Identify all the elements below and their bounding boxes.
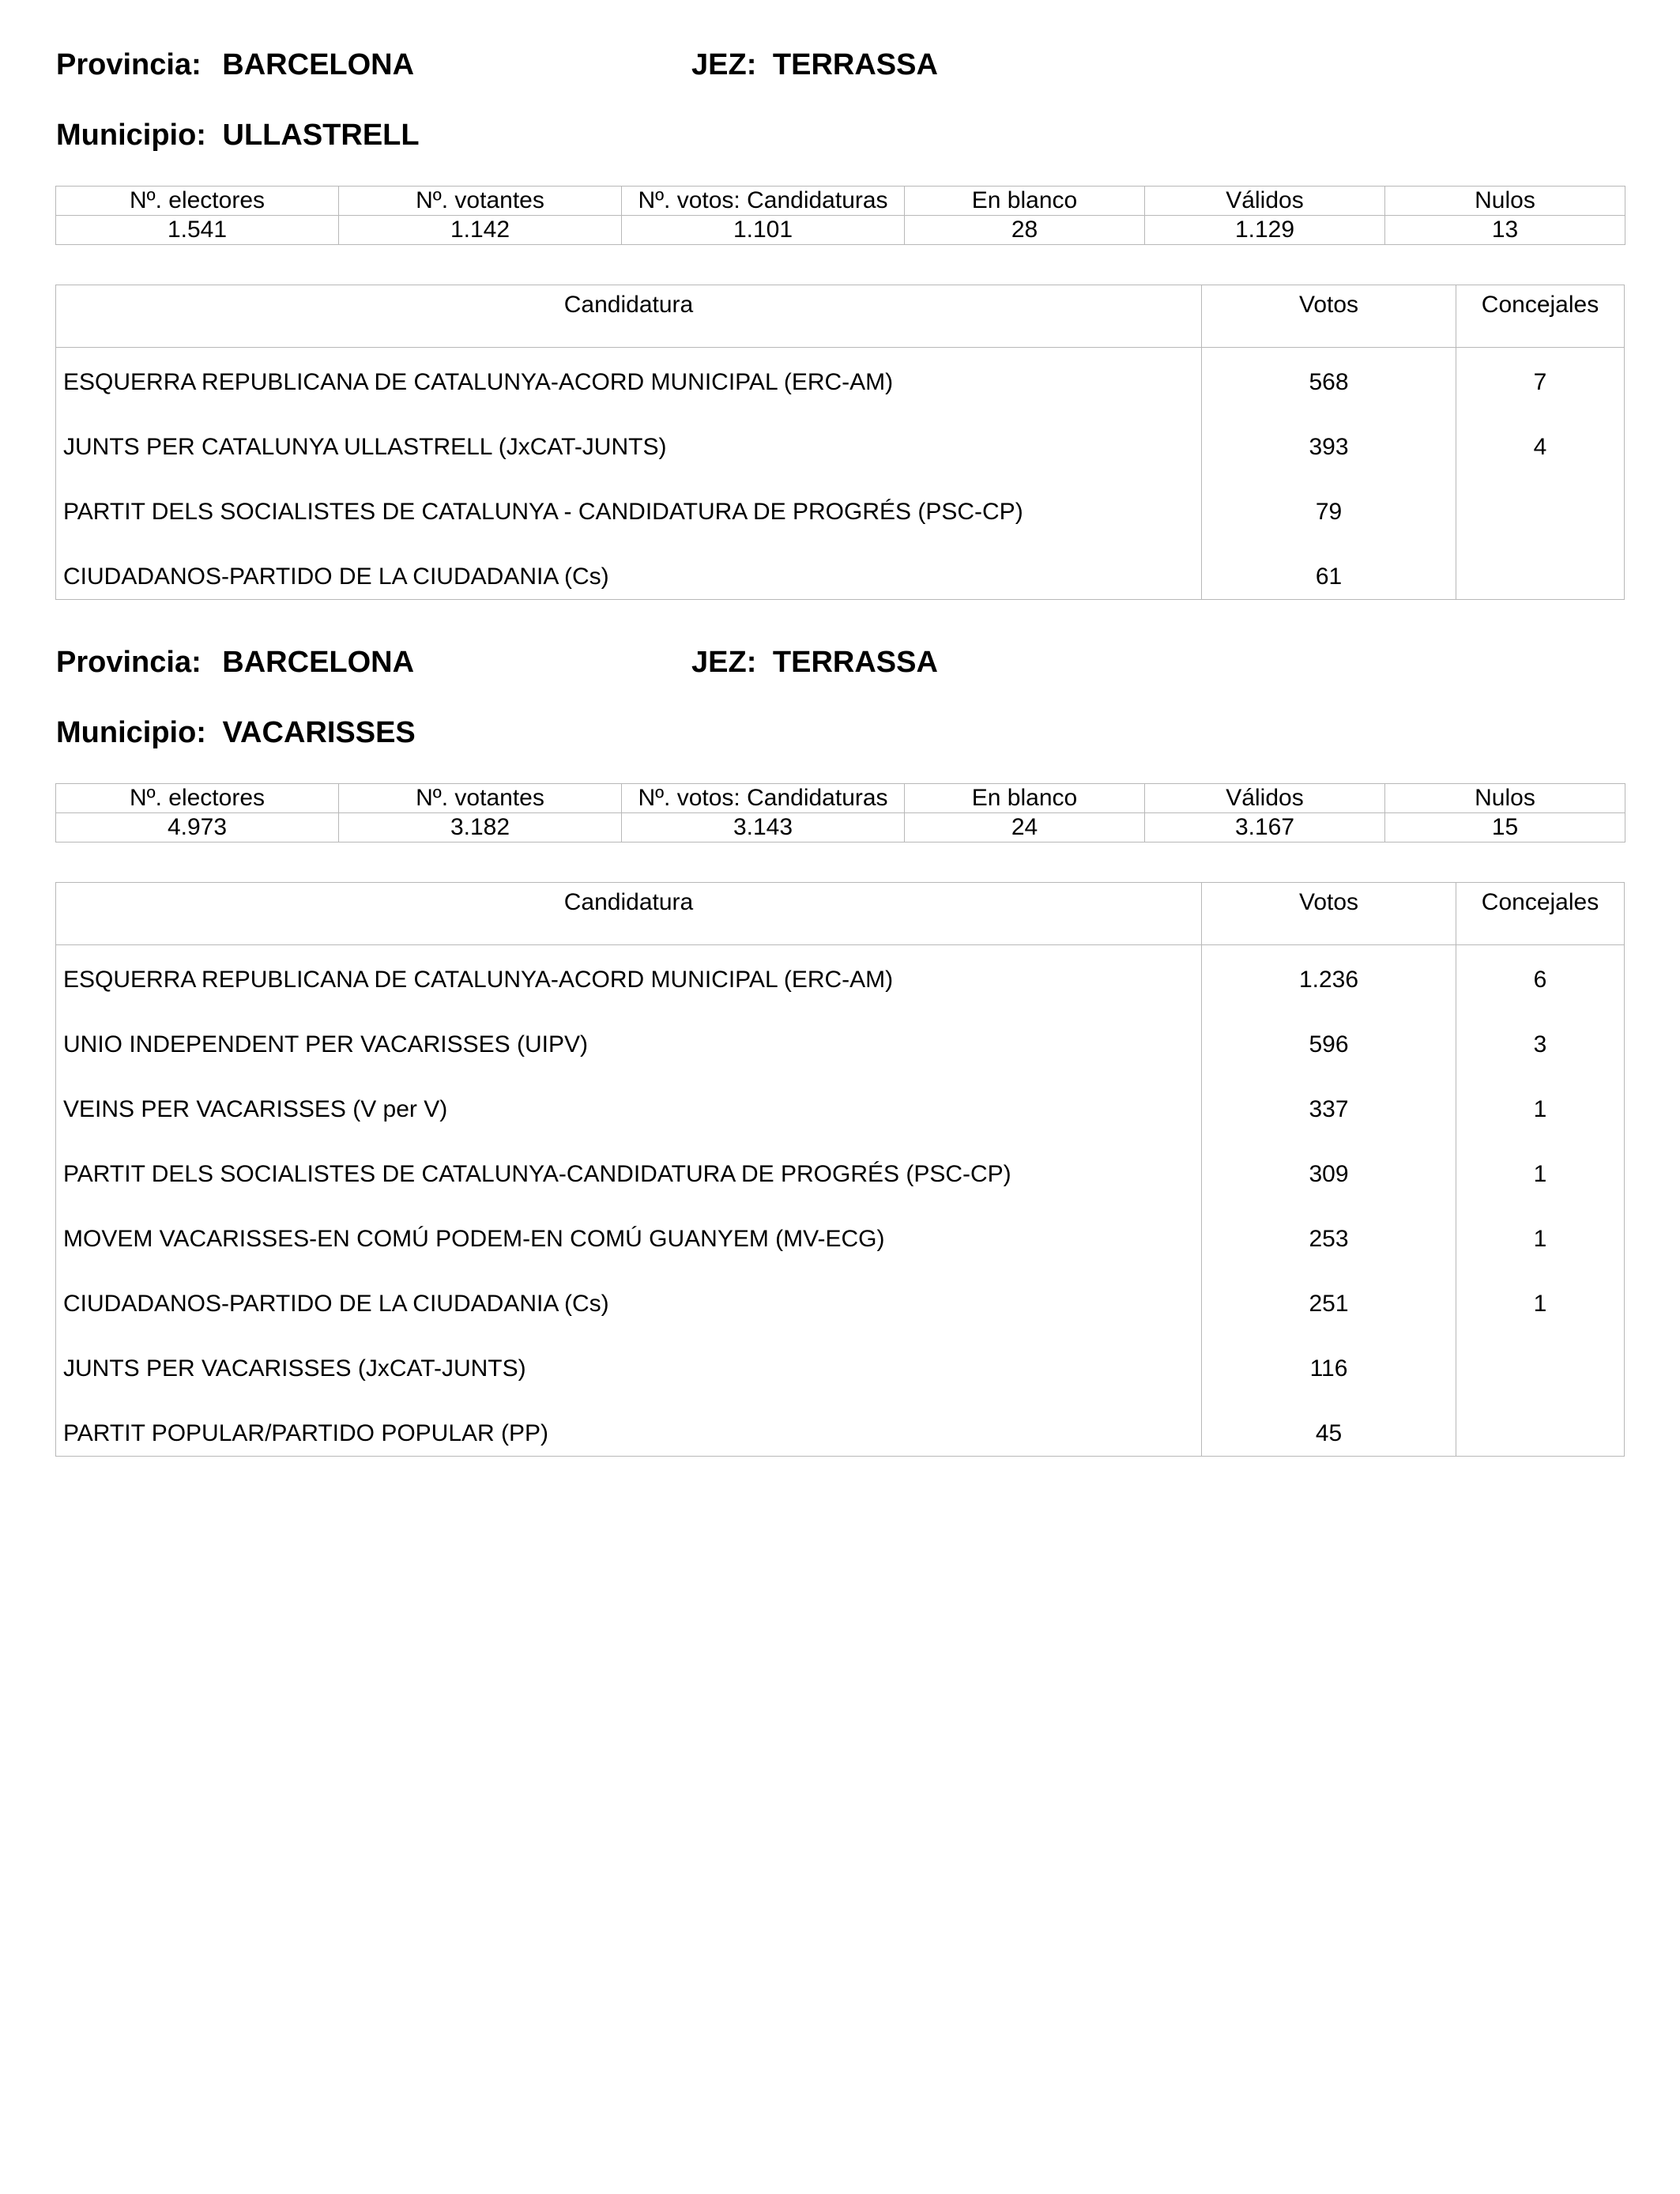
candidate-name-column — [56, 348, 1202, 599]
stats-value-cell: 3.143 — [622, 813, 905, 843]
stats-header-cell: Nº. votantes — [339, 187, 622, 216]
candidate-votes: 79 — [1315, 499, 1343, 525]
stats-header-cell: Nº. votos: Candidaturas — [622, 187, 905, 216]
candidate-concejales: 6 — [1533, 967, 1547, 993]
candidate-name: JUNTS PER CATALUNYA ULLASTRELL (JxCAT-JUNTS) — [63, 434, 667, 460]
candidate-votes: 337 — [1309, 1096, 1349, 1122]
summary-stats-table — [55, 186, 1625, 245]
jez-label: JEZ: — [691, 646, 757, 679]
candidate-concejales: 3 — [1533, 1031, 1547, 1057]
candidate-concejales — [1456, 563, 1624, 591]
candidate-concejales — [1456, 498, 1624, 563]
votos-header: Votos — [1202, 285, 1456, 347]
stats-header-row — [56, 187, 1625, 216]
municipality-section-ullastrell — [55, 47, 1625, 616]
candidate-concejales: 1 — [1533, 1161, 1547, 1187]
stats-value-cell: 15 — [1385, 813, 1625, 843]
stats-header-cell: Nº. electores — [56, 187, 339, 216]
candidate-name: PARTIT POPULAR/PARTIDO POPULAR (PP) — [63, 1420, 549, 1446]
jez-label: JEZ: — [691, 48, 757, 81]
candidate-name: JUNTS PER VACARISSES (JxCAT-JUNTS) — [63, 1355, 526, 1382]
candidate-concejales — [1456, 1419, 1624, 1448]
stats-value-cell: 4.973 — [56, 813, 339, 843]
municipality-section-vacarisses — [55, 645, 1625, 1514]
provincia-label: Provincia: — [56, 48, 202, 81]
candidate-votes: 45 — [1315, 1420, 1343, 1446]
provincia-value: BARCELONA — [222, 646, 415, 679]
stats-header-cell: Válidos — [1145, 187, 1385, 216]
jez-value: TERRASSA — [772, 646, 938, 679]
stats-header-cell: Válidos — [1145, 784, 1385, 813]
candidates-body — [56, 348, 1624, 599]
candidate-concejales: 1 — [1533, 1096, 1547, 1122]
stats-value-cell: 1.142 — [339, 216, 622, 245]
provincia-heading — [56, 645, 414, 680]
candidate-votes-column — [1202, 348, 1456, 599]
candidate-concejales: 4 — [1533, 434, 1547, 460]
candidate-votes: 1.236 — [1298, 967, 1359, 993]
candidate-concejales-column — [1456, 348, 1624, 599]
candidates-body — [56, 945, 1624, 1456]
candidate-concejales: 1 — [1533, 1226, 1547, 1252]
candidate-concejales-column — [1456, 945, 1624, 1456]
stats-value-cell: 1.541 — [56, 216, 339, 245]
candidate-name: CIUDADANOS-PARTIDO DE LA CIUDADANIA (Cs) — [63, 1291, 609, 1317]
candidate-name: VEINS PER VACARISSES (V per V) — [63, 1096, 448, 1122]
stats-header-cell: En blanco — [905, 187, 1145, 216]
jez-heading — [691, 645, 938, 680]
candidate-votes: 568 — [1309, 369, 1349, 395]
stats-header-row — [56, 784, 1625, 813]
municipio-value: VACARISSES — [222, 716, 416, 749]
jez-heading — [691, 47, 938, 82]
stats-value-cell: 13 — [1385, 216, 1625, 245]
candidate-votes-column — [1202, 945, 1456, 1456]
candidate-name: MOVEM VACARISSES-EN COMÚ PODEM-EN COMÚ GUANYEM (MV-ECG) — [63, 1226, 885, 1252]
candidate-votes: 309 — [1309, 1161, 1349, 1187]
municipio-value: ULLASTRELL — [222, 119, 420, 152]
candidates-table — [55, 882, 1625, 1457]
municipio-label: Municipio: — [56, 119, 206, 152]
concejales-header: Concejales — [1481, 292, 1599, 318]
municipio-label: Municipio: — [56, 716, 206, 749]
candidate-name: ESQUERRA REPUBLICANA DE CATALUNYA-ACORD MUNICIPAL (ERC-AM) — [63, 369, 894, 395]
stats-value-cell: 28 — [905, 216, 1145, 245]
stats-header-cell: Nº. electores — [56, 784, 339, 813]
candidate-concejales — [1456, 1355, 1624, 1419]
provincia-value: BARCELONA — [222, 48, 415, 81]
stats-value-cell: 3.182 — [339, 813, 622, 843]
concejales-header: Concejales — [1481, 889, 1599, 915]
candidate-concejales: 7 — [1533, 369, 1547, 395]
candidatura-header: Candidatura — [56, 883, 1202, 944]
stats-header-cell: Nulos — [1385, 187, 1625, 216]
candidate-votes: 251 — [1309, 1291, 1349, 1317]
stats-header-cell: Nulos — [1385, 784, 1625, 813]
stats-header-cell: En blanco — [905, 784, 1145, 813]
stats-value-cell: 24 — [905, 813, 1145, 843]
candidates-header-row — [56, 285, 1624, 348]
candidate-concejales: 1 — [1533, 1291, 1547, 1317]
candidate-votes: 116 — [1309, 1355, 1348, 1382]
stats-value-cell: 1.129 — [1145, 216, 1385, 245]
candidate-name: CIUDADANOS-PARTIDO DE LA CIUDADANIA (Cs) — [63, 564, 609, 590]
stats-header-cell: Nº. votos: Candidaturas — [622, 784, 905, 813]
candidate-votes: 596 — [1309, 1031, 1349, 1057]
stats-header-cell: Nº. votantes — [339, 784, 622, 813]
stats-value-row — [56, 813, 1625, 843]
candidate-votes: 253 — [1309, 1226, 1349, 1252]
candidate-name: PARTIT DELS SOCIALISTES DE CATALUNYA-CANDIDATURA DE PROGRÉS (PSC-CP) — [63, 1161, 1011, 1187]
stats-value-cell: 3.167 — [1145, 813, 1385, 843]
stats-value-row — [56, 216, 1625, 245]
candidate-votes: 393 — [1309, 434, 1349, 460]
candidatura-header: Candidatura — [56, 285, 1202, 347]
municipio-heading — [56, 715, 416, 750]
candidates-table — [55, 285, 1625, 600]
provincia-label: Provincia: — [56, 646, 202, 679]
stats-value-cell: 1.101 — [622, 216, 905, 245]
jez-value: TERRASSA — [772, 48, 938, 81]
candidates-header-row — [56, 883, 1624, 945]
summary-stats-table — [55, 783, 1625, 843]
candidate-votes: 61 — [1315, 564, 1343, 590]
candidate-name: ESQUERRA REPUBLICANA DE CATALUNYA-ACORD MUNICIPAL (ERC-AM) — [63, 967, 894, 993]
candidate-name: UNIO INDEPENDENT PER VACARISSES (UIPV) — [63, 1031, 589, 1057]
provincia-heading — [56, 47, 414, 82]
votos-header: Votos — [1202, 883, 1456, 944]
municipio-heading — [56, 118, 420, 153]
candidate-name: PARTIT DELS SOCIALISTES DE CATALUNYA - CANDIDATURA DE PROGRÉS (PSC-CP) — [63, 499, 1023, 525]
candidate-name-column — [56, 945, 1202, 1456]
